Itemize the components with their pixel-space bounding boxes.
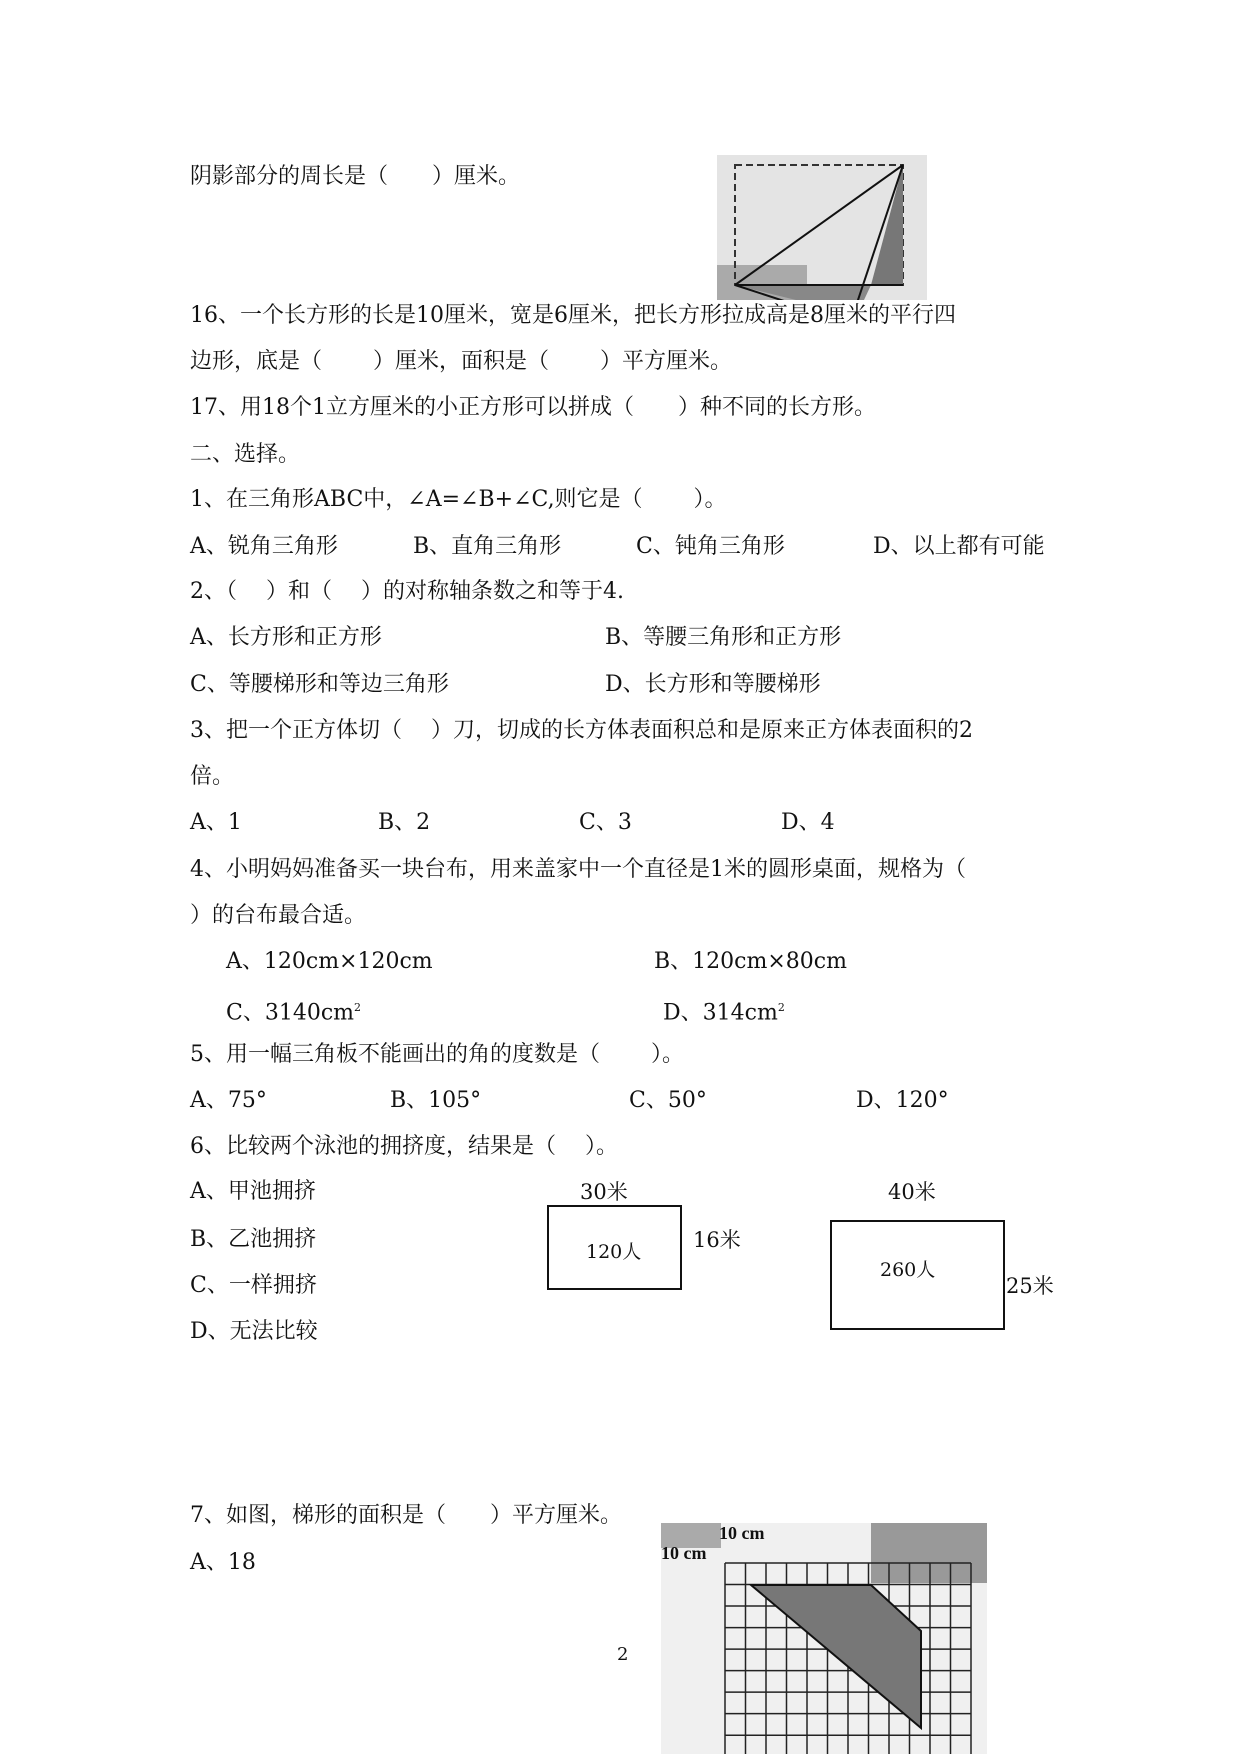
q16-line1: 16、一个长方形的长是10厘米，宽是6厘米，把长方形拉成高是8厘米的平行四 xyxy=(190,303,956,328)
c7-figure xyxy=(661,1523,987,1754)
pool2-width: 40米 xyxy=(888,1180,936,1204)
pool1-height: 16米 xyxy=(693,1228,741,1252)
c2-option: A、长方形和正方形 xyxy=(190,625,382,650)
c3-option: A、1 xyxy=(190,810,242,835)
pool1-width: 30米 xyxy=(580,1180,628,1204)
fig-label-left: 10 cm xyxy=(661,1543,707,1563)
c4-option: C、$3140cm^2$ xyxy=(226,1000,362,1026)
c6-question: 6、比较两个泳池的拥挤度，结果是（ ）。 xyxy=(190,1134,618,1159)
c4-option: D、$314cm^2$ xyxy=(663,1000,785,1026)
c3-line2: 倍。 xyxy=(190,764,235,789)
c4-option: B、120cm×80cm xyxy=(654,949,847,974)
c4-line2: ）的台布最合适。 xyxy=(190,903,367,928)
c2-option: B、等腰三角形和正方形 xyxy=(605,625,842,650)
c7-question: 7、如图，梯形的面积是（ ）平方厘米。 xyxy=(190,1503,622,1528)
q16-line2: 边形，底是（ ）厘米，面积是（ ）平方厘米。 xyxy=(190,349,732,374)
c7-option: A、18 xyxy=(190,1550,256,1575)
c5-option: C、50° xyxy=(629,1088,707,1113)
c6-option: C、一样拥挤 xyxy=(190,1273,317,1298)
pool2-people: 260人 xyxy=(880,1259,936,1281)
c1-question: 1、在三角形ABC中，∠A=∠B+∠C,则它是（ ）。 xyxy=(190,487,727,512)
c6-option: A、甲池拥挤 xyxy=(190,1179,316,1204)
q15-figure xyxy=(717,155,927,300)
c5-question: 5、用一幅三角板不能画出的角的度数是（ ）。 xyxy=(190,1042,684,1067)
c3-line1: 3、把一个正方体切（ ）刀，切成的长方体表面积总和是原来正方体表面积的2 xyxy=(190,718,973,743)
c1-option: A、锐角三角形 xyxy=(190,534,338,559)
c1-option: D、以上都有可能 xyxy=(873,534,1045,559)
pool1-people: 120人 xyxy=(586,1241,642,1263)
c3-option: D、4 xyxy=(781,810,835,835)
c5-option: A、75° xyxy=(190,1088,267,1113)
c6-option: B、乙池拥挤 xyxy=(190,1227,317,1252)
c4-line1: 4、小明妈妈准备买一块台布，用来盖家中一个直径是1米的圆形桌面，规格为（ xyxy=(190,857,966,882)
c6-option: D、无法比较 xyxy=(190,1319,318,1344)
section-title: 二、选择。 xyxy=(190,442,301,467)
c3-option: C、3 xyxy=(579,810,632,835)
c5-option: B、105° xyxy=(390,1088,482,1113)
c2-question: 2、（ ）和（ ）的对称轴条数之和等于4. xyxy=(190,579,624,604)
c5-option: D、120° xyxy=(856,1088,949,1113)
grid-trapezoid-figure xyxy=(661,1523,987,1754)
c1-option: C、钝角三角形 xyxy=(636,534,785,559)
c4-option: A、120cm×120cm xyxy=(226,949,433,974)
c2-option: D、长方形和等腰梯形 xyxy=(605,672,821,697)
c1-option: B、直角三角形 xyxy=(413,534,562,559)
q15-tail: 阴影部分的周长是（ ）厘米。 xyxy=(190,164,521,189)
c3-option: B、2 xyxy=(378,810,431,835)
pool2-height: 25米 xyxy=(1006,1274,1054,1298)
q17: 17、用18个1立方厘米的小正方形可以拼成（ ）种不同的长方形。 xyxy=(190,395,876,420)
c2-option: C、等腰梯形和等边三角形 xyxy=(190,672,449,697)
fig-label-top: 10 cm xyxy=(719,1523,765,1543)
page-number: 2 xyxy=(617,1644,629,1665)
